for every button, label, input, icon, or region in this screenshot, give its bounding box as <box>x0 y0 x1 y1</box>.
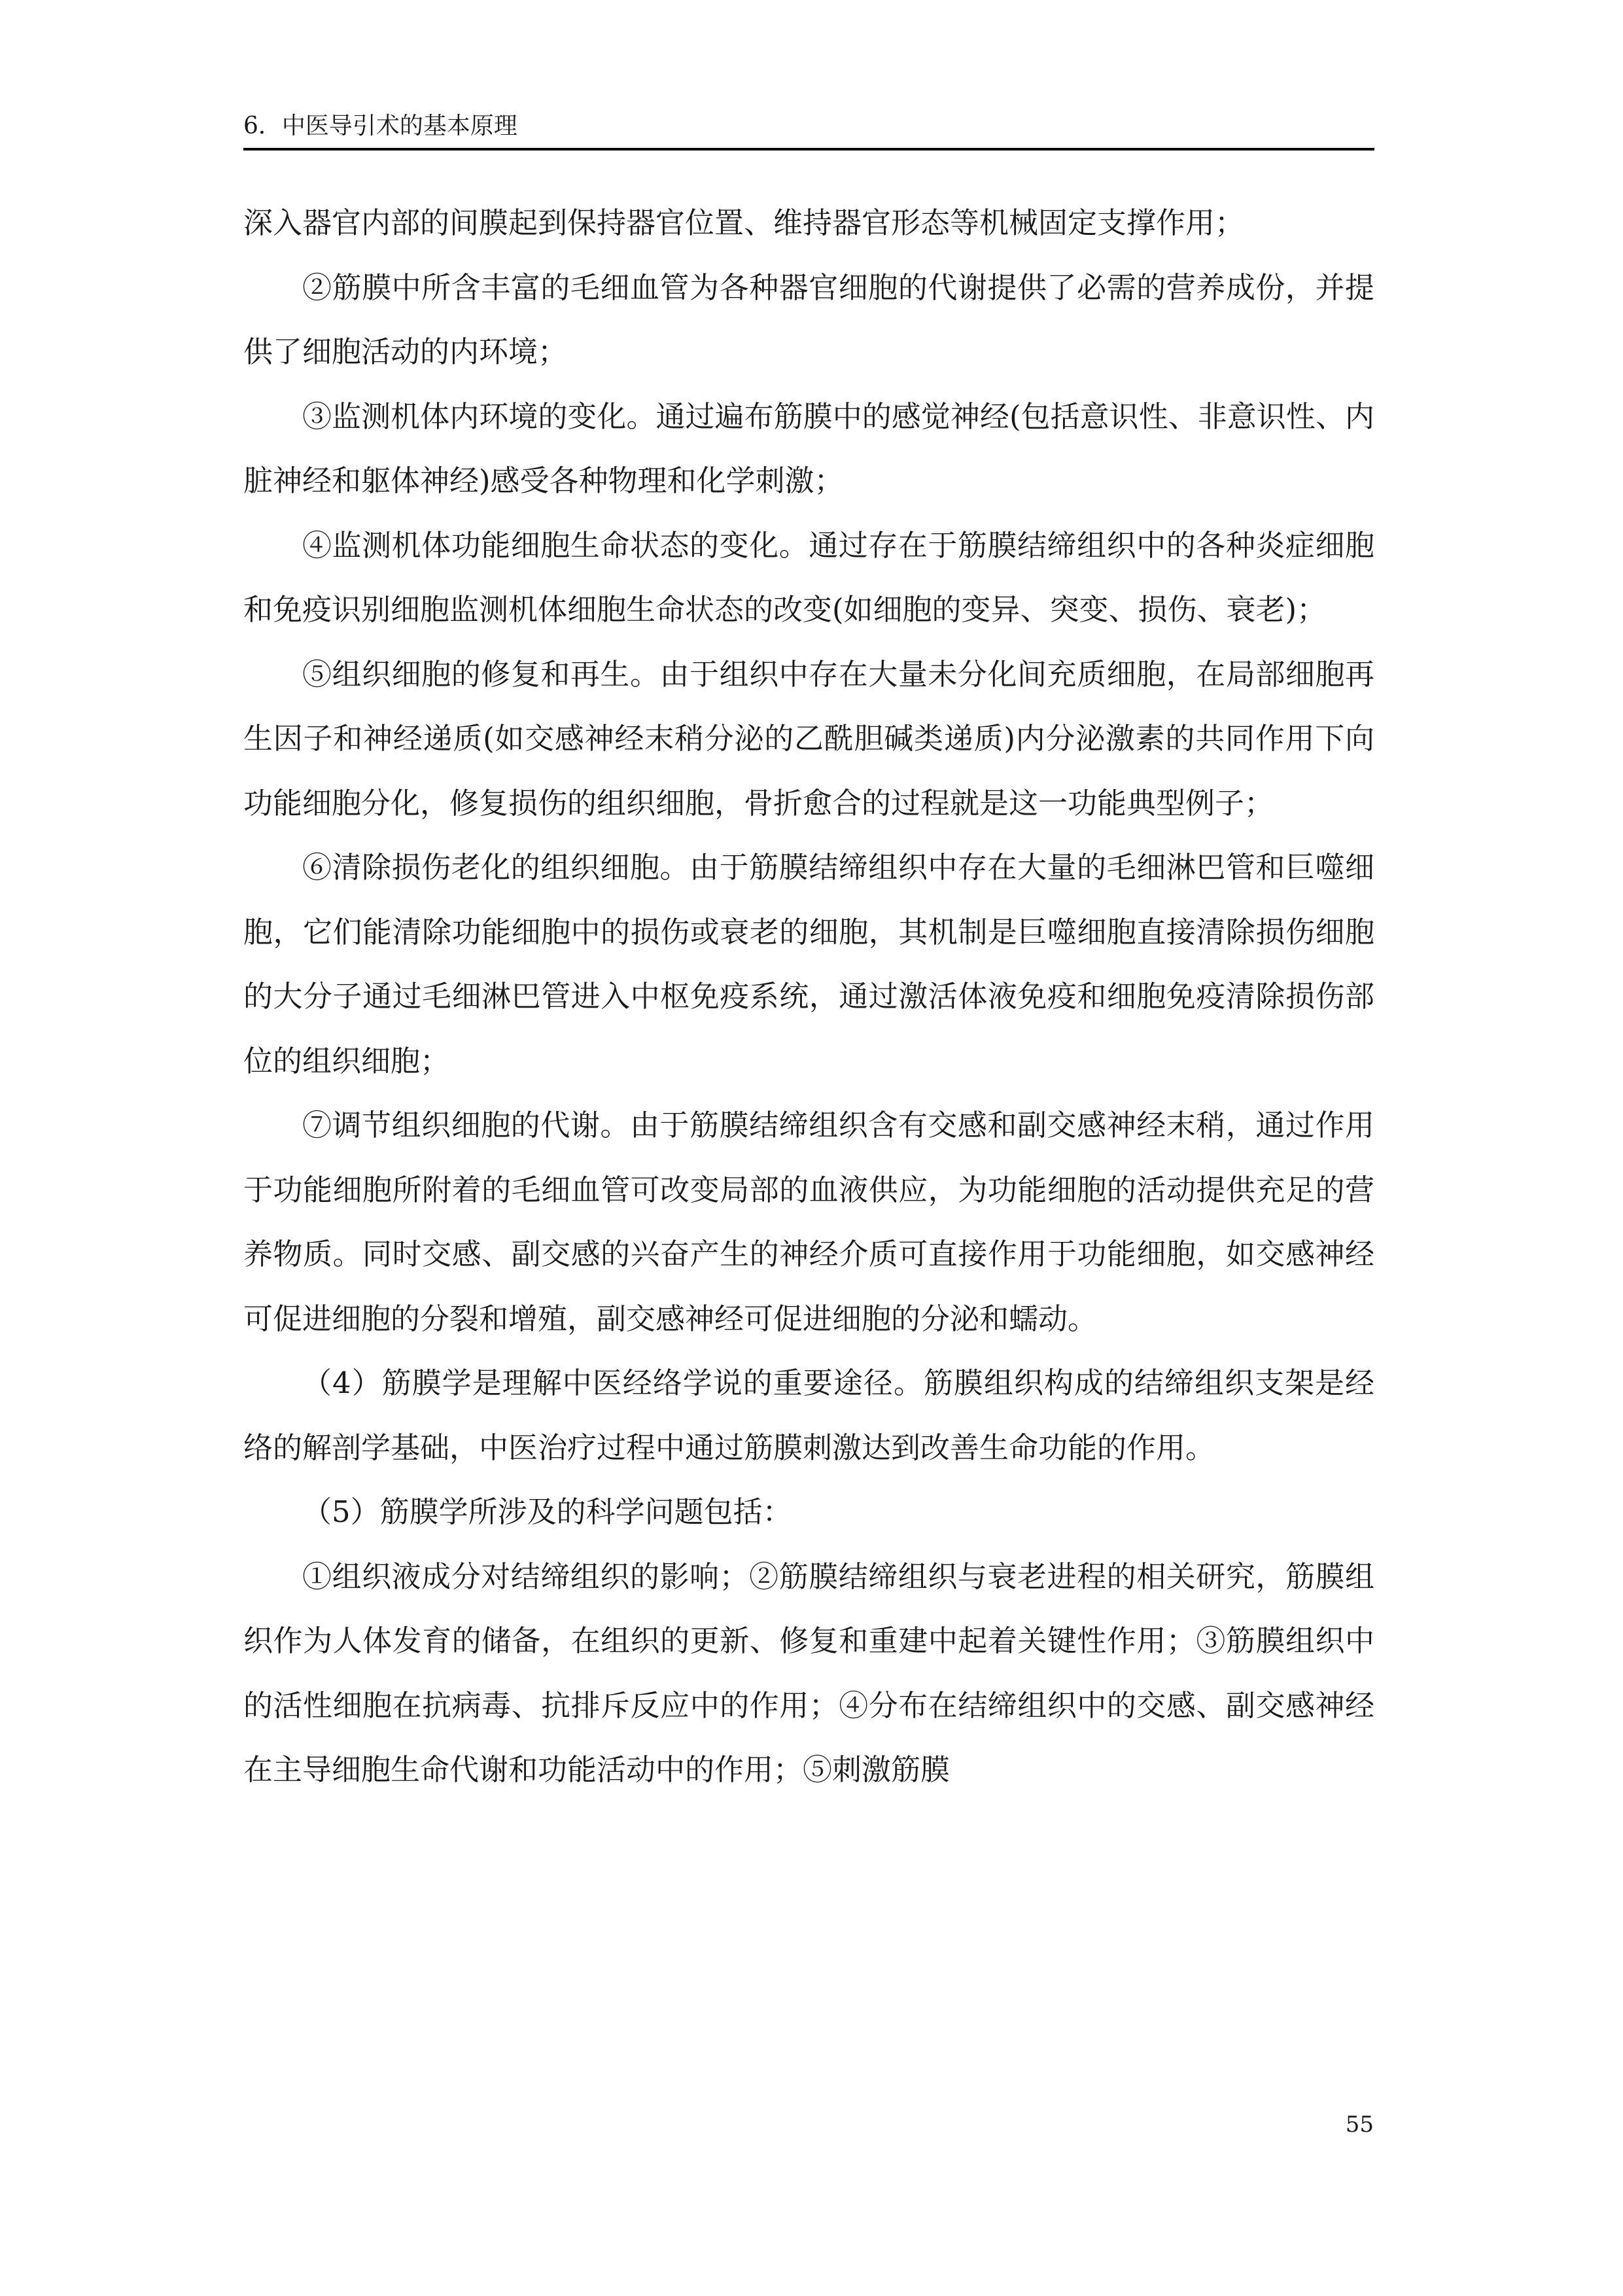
paragraph: ⑦调节组织细胞的代谢。由于筋膜结缔组织含有交感和副交感神经末稍，通过作用于功能细胞所附着的毛细血管可改变局部的血液供应，为功能细胞的活动提供充足的营养物质。同时交感、副交感的兴奋产生的神经介质可直接作用于功能细胞，如交感神经可促进细胞的分裂和增殖，副交感神经可促进细胞的分泌和蠕动。 <box>243 1108 1374 1336</box>
paragraph: ⑥清除损伤老化的组织细胞。由于筋膜结缔组织中存在大量的毛细淋巴管和巨噬细胞，它们能清除功能细胞中的损伤或衰老的细胞，其机制是巨噬细胞直接清除损伤细胞的大分子通过毛细淋巴管进入中枢免疫系统，通过激活体液免疫和细胞免疫清除损伤部位的组织细胞； <box>243 850 1374 1078</box>
running-header: 6．中医导引术的基本原理 <box>243 113 517 139</box>
header-rule <box>243 148 1374 150</box>
paragraph: ④监测机体功能细胞生命状态的变化。通过存在于筋膜结缔组织中的各种炎症细胞和免疫识别细胞监测机体细胞生命状态的改变(如细胞的变异、突变、损伤、衰老)； <box>243 527 1374 627</box>
paragraph: ③监测机体内环境的变化。通过遍布筋膜中的感觉神经(包括意识性、非意识性、内脏神经和躯体神经)感受各种物理和化学刺激； <box>243 398 1374 498</box>
paragraph: ⑤组织细胞的修复和再生。由于组织中存在大量未分化间充质细胞，在局部细胞再生因子和神经递质(如交感神经末稍分泌的乙酰胆碱类递质)内分泌激素的共同作用下向功能细胞分化，修复损伤的组织细胞，骨折愈合的过程就是这一功能典型例子； <box>243 656 1374 821</box>
paragraph: ②筋膜中所含丰富的毛细血管为各种器官细胞的代谢提供了必需的营养成份，并提供了细胞活动的内环境； <box>243 270 1374 369</box>
paragraph: ①组织液成分对结缔组织的影响；②筋膜结缔组织与衰老进程的相关研究，筋膜组织作为人体发育的储备，在组织的更新、修复和重建中起着关键性作用；③筋膜组织中的活性细胞在抗病毒、抗排斥反应中的作用；④分布在结缔组织中的交感、副交感神经在主导细胞生命代谢和功能活动中的作用；⑤刺激筋膜 <box>243 1559 1374 1787</box>
paragraph: （4）筋膜学是理解中医经络学说的重要途径。筋膜组织构成的结缔组织支架是经络的解剖学基础，中医治疗过程中通过筋膜刺激达到改善生命功能的作用。 <box>243 1366 1374 1465</box>
paragraph: 深入器官内部的间膜起到保持器官位置、维持器官形态等机械固定支撑作用； <box>243 205 1245 240</box>
page-number: 55 <box>1345 2111 1374 2138</box>
paragraph: （5）筋膜学所涉及的科学问题包括： <box>302 1494 792 1529</box>
body-text <box>243 191 1374 1803</box>
